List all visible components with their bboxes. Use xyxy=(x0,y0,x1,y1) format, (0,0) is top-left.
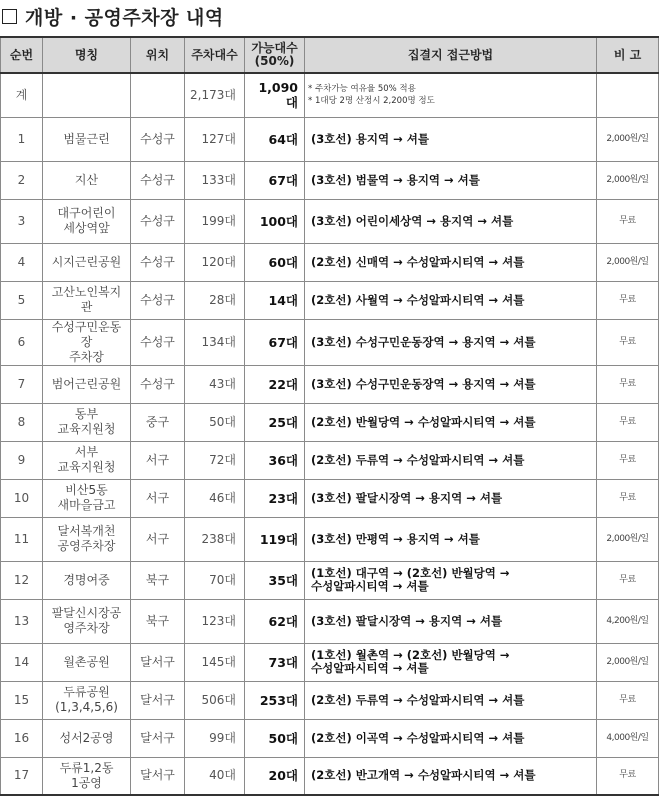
row-note: 무료 xyxy=(597,403,659,441)
table-row xyxy=(1,319,659,365)
row-available: 67대 xyxy=(245,161,305,199)
row-available: 23대 xyxy=(245,479,305,517)
row-route: (2호선) 사월역 → 수성알파시티역 → 셔틀 xyxy=(305,281,597,319)
row-no: 3 xyxy=(1,199,43,243)
row-available: 119대 xyxy=(245,517,305,561)
row-location: 중구 xyxy=(131,403,185,441)
row-name: 달서복개천 공영주차장 xyxy=(43,517,131,561)
row-available: 20대 xyxy=(245,757,305,795)
row-location: 수성구 xyxy=(131,365,185,403)
row-capacity: 70대 xyxy=(185,561,245,599)
row-no: 12 xyxy=(1,561,43,599)
row-no: 7 xyxy=(1,365,43,403)
row-capacity: 40대 xyxy=(185,757,245,795)
row-route: (1호선) 월촌역 → (2호선) 반월당역 → 수성알파시티역 → 셔틀 xyxy=(305,643,597,681)
row-note: 무료 xyxy=(597,319,659,365)
row-available: 64대 xyxy=(245,117,305,161)
row-name: 수성구민운동장 주차장 xyxy=(43,319,131,365)
row-available: 100대 xyxy=(245,199,305,243)
row-name: 서부 교육지원청 xyxy=(43,441,131,479)
row-note: 무료 xyxy=(597,479,659,517)
row-note: 2,000원/일 xyxy=(597,161,659,199)
table-row xyxy=(1,365,659,403)
row-route: (3호선) 수성구민운동장역 → 용지역 → 셔틀 xyxy=(305,365,597,403)
row-location: 수성구 xyxy=(131,117,185,161)
table-row xyxy=(1,479,659,517)
row-route: (3호선) 어린이세상역 → 용지역 → 셔틀 xyxy=(305,199,597,243)
row-available: 36대 xyxy=(245,441,305,479)
row-location: 수성구 xyxy=(131,243,185,281)
row-available: 35대 xyxy=(245,561,305,599)
row-name: 대구어린이 세상역앞 xyxy=(43,199,131,243)
row-location: 수성구 xyxy=(131,199,185,243)
table-row xyxy=(1,517,659,561)
row-available: 253대 xyxy=(245,681,305,719)
row-location: 달서구 xyxy=(131,757,185,795)
header-no: 순번 xyxy=(1,37,43,73)
row-capacity: 133대 xyxy=(185,161,245,199)
row-capacity: 50대 xyxy=(185,403,245,441)
row-route: (3호선) 만평역 → 용지역 → 셔틀 xyxy=(305,517,597,561)
header-name: 명칭 xyxy=(43,37,131,73)
total-note-line1: * 주차가능 여유율 50% 적용 xyxy=(308,84,416,95)
row-no: 16 xyxy=(1,719,43,757)
total-note xyxy=(305,73,597,117)
row-location: 서구 xyxy=(131,517,185,561)
row-no: 13 xyxy=(1,599,43,643)
total-remark xyxy=(597,73,659,117)
header-location: 위치 xyxy=(131,37,185,73)
row-location: 서구 xyxy=(131,479,185,517)
row-no: 10 xyxy=(1,479,43,517)
table-row xyxy=(1,681,659,719)
row-note: 무료 xyxy=(597,281,659,319)
row-available: 14대 xyxy=(245,281,305,319)
row-note: 2,000원/일 xyxy=(597,517,659,561)
row-capacity: 127대 xyxy=(185,117,245,161)
row-note: 4,000원/일 xyxy=(597,719,659,757)
row-name: 지산 xyxy=(43,161,131,199)
total-location xyxy=(131,73,185,117)
table-row xyxy=(1,199,659,243)
page-title xyxy=(2,2,224,30)
table-row xyxy=(1,403,659,441)
table-row xyxy=(1,719,659,757)
row-name: 고산노인복지관 xyxy=(43,281,131,319)
row-location: 수성구 xyxy=(131,281,185,319)
table-row xyxy=(1,441,659,479)
row-capacity: 145대 xyxy=(185,643,245,681)
row-note: 무료 xyxy=(597,199,659,243)
table-row xyxy=(1,599,659,643)
row-no: 14 xyxy=(1,643,43,681)
row-available: 67대 xyxy=(245,319,305,365)
row-name: 범물근린 xyxy=(43,117,131,161)
row-name: 두류1,2동 1공영 xyxy=(43,757,131,795)
total-available: 1,090대 xyxy=(245,73,305,117)
row-available: 25대 xyxy=(245,403,305,441)
row-note: 4,200원/일 xyxy=(597,599,659,643)
row-name: 성서2공영 xyxy=(43,719,131,757)
row-available: 60대 xyxy=(245,243,305,281)
row-capacity: 120대 xyxy=(185,243,245,281)
row-location: 달서구 xyxy=(131,643,185,681)
row-available: 62대 xyxy=(245,599,305,643)
total-label: 계 xyxy=(1,73,43,117)
row-location: 수성구 xyxy=(131,319,185,365)
row-name: 비산5동 새마을금고 xyxy=(43,479,131,517)
row-location: 달서구 xyxy=(131,719,185,757)
row-capacity: 506대 xyxy=(185,681,245,719)
header-route: 집결지 접근방법 xyxy=(305,37,597,73)
row-no: 15 xyxy=(1,681,43,719)
row-name: 두류공원 (1,3,4,5,6) xyxy=(43,681,131,719)
row-name: 범어근린공원 xyxy=(43,365,131,403)
row-route: (3호선) 수성구민운동장역 → 용지역 → 셔틀 xyxy=(305,319,597,365)
table-row xyxy=(1,757,659,795)
row-capacity: 46대 xyxy=(185,479,245,517)
row-route: (2호선) 이곡역 → 수성알파시티역 → 셔틀 xyxy=(305,719,597,757)
header-available-line1: 가능대수 xyxy=(251,41,298,55)
row-note: 2,000원/일 xyxy=(597,117,659,161)
row-capacity: 238대 xyxy=(185,517,245,561)
table-row xyxy=(1,117,659,161)
page-title-text: 개방 · 공영주차장 내역 xyxy=(25,6,224,29)
row-location: 북구 xyxy=(131,599,185,643)
row-note: 무료 xyxy=(597,757,659,795)
total-capacity: 2,173대 xyxy=(185,73,245,117)
row-route: (3호선) 팔달시장역 → 용지역 → 셔틀 xyxy=(305,599,597,643)
row-capacity: 43대 xyxy=(185,365,245,403)
row-capacity: 199대 xyxy=(185,199,245,243)
row-capacity: 28대 xyxy=(185,281,245,319)
row-note: 2,000원/일 xyxy=(597,243,659,281)
row-note: 2,000원/일 xyxy=(597,643,659,681)
header-available xyxy=(245,37,305,73)
row-route: (2호선) 반월당역 → 수성알파시티역 → 셔틀 xyxy=(305,403,597,441)
table-row xyxy=(1,561,659,599)
row-no: 17 xyxy=(1,757,43,795)
header-capacity: 주차대수 xyxy=(185,37,245,73)
row-route: (2호선) 반고개역 → 수성알파시티역 → 셔틀 xyxy=(305,757,597,795)
row-note: 무료 xyxy=(597,365,659,403)
row-location: 서구 xyxy=(131,441,185,479)
row-route: (3호선) 용지역 → 셔틀 xyxy=(305,117,597,161)
row-route: (1호선) 대구역 → (2호선) 반월당역 → 수성알파시티역 → 셔틀 xyxy=(305,561,597,599)
row-note: 무료 xyxy=(597,561,659,599)
row-name: 시지근린공원 xyxy=(43,243,131,281)
table-header-row xyxy=(1,37,659,73)
table-row xyxy=(1,281,659,319)
row-capacity: 134대 xyxy=(185,319,245,365)
row-no: 2 xyxy=(1,161,43,199)
row-capacity: 72대 xyxy=(185,441,245,479)
row-capacity: 99대 xyxy=(185,719,245,757)
row-capacity: 123대 xyxy=(185,599,245,643)
table-row xyxy=(1,643,659,681)
row-no: 8 xyxy=(1,403,43,441)
row-route: (3호선) 팔달시장역 → 용지역 → 셔틀 xyxy=(305,479,597,517)
total-name xyxy=(43,73,131,117)
row-available: 22대 xyxy=(245,365,305,403)
row-available: 73대 xyxy=(245,643,305,681)
row-location: 달서구 xyxy=(131,681,185,719)
row-no: 4 xyxy=(1,243,43,281)
row-location: 수성구 xyxy=(131,161,185,199)
row-note: 무료 xyxy=(597,681,659,719)
table-row xyxy=(1,161,659,199)
row-route: (2호선) 두류역 → 수성알파시티역 → 셔틀 xyxy=(305,681,597,719)
total-note-line2: * 1대당 2명 산정시 2,200명 정도 xyxy=(308,96,435,107)
row-available: 50대 xyxy=(245,719,305,757)
header-note: 비 고 xyxy=(597,37,659,73)
row-name: 동부 교육지원청 xyxy=(43,403,131,441)
row-route: (3호선) 범물역 → 용지역 → 셔틀 xyxy=(305,161,597,199)
table-row xyxy=(1,243,659,281)
header-available-line2: (50%) xyxy=(254,54,295,68)
row-no: 9 xyxy=(1,441,43,479)
total-row xyxy=(1,73,659,117)
row-no: 1 xyxy=(1,117,43,161)
checkbox-square-icon xyxy=(2,9,17,24)
row-name: 팔달신시장공 영주차장 xyxy=(43,599,131,643)
row-route: (2호선) 두류역 → 수성알파시티역 → 셔틀 xyxy=(305,441,597,479)
row-no: 11 xyxy=(1,517,43,561)
row-location: 북구 xyxy=(131,561,185,599)
parking-table xyxy=(0,36,659,796)
row-no: 6 xyxy=(1,319,43,365)
row-route: (2호선) 신매역 → 수성알파시티역 → 셔틀 xyxy=(305,243,597,281)
row-name: 월촌공원 xyxy=(43,643,131,681)
row-note: 무료 xyxy=(597,441,659,479)
row-name: 경명여중 xyxy=(43,561,131,599)
row-no: 5 xyxy=(1,281,43,319)
